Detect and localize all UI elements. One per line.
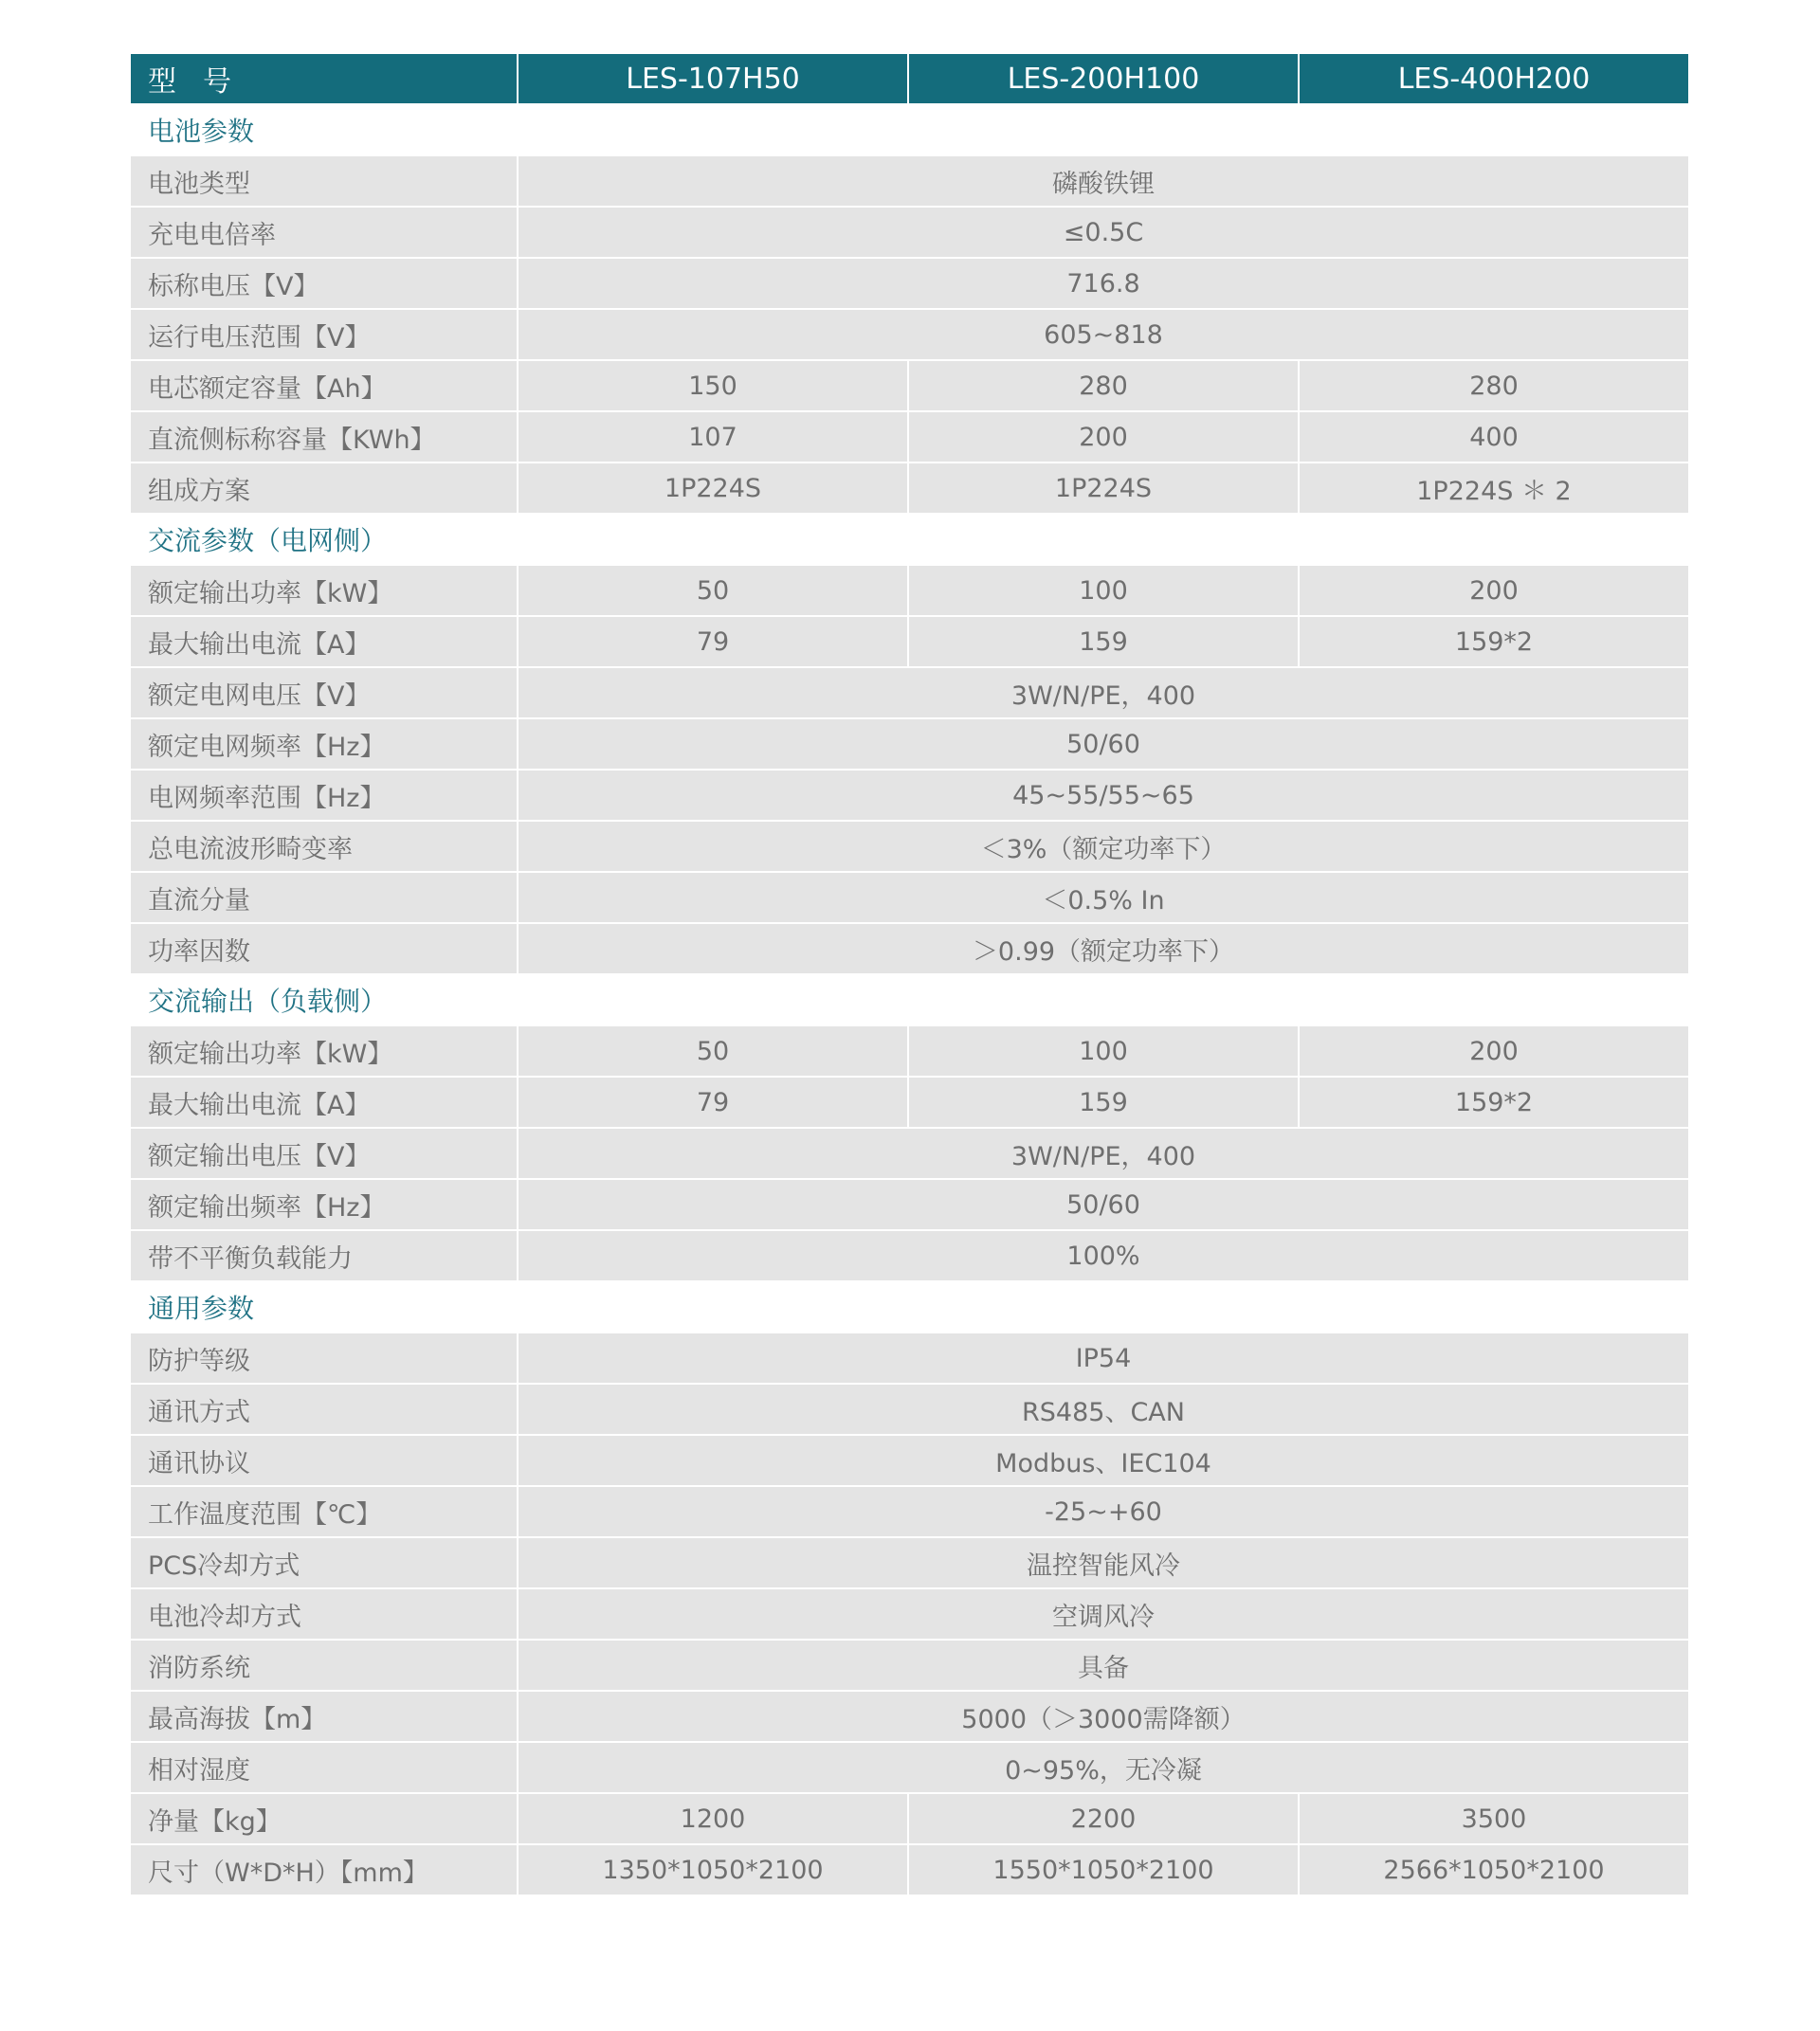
spec-value: 159*2: [1299, 1077, 1689, 1128]
spec-label: 最高海拔【m】: [130, 1691, 518, 1742]
spec-row: [130, 207, 1689, 258]
spec-value: 1350*1050*2100: [518, 1844, 908, 1895]
spec-label: 消防系统: [130, 1640, 518, 1691]
spec-value: 100: [908, 565, 1299, 616]
model-header-label: 型号: [130, 53, 518, 104]
spec-label: 直流侧标称容量【KWh】: [130, 411, 518, 462]
spec-value: 2566*1050*2100: [1299, 1844, 1689, 1895]
spec-row: [130, 462, 1689, 514]
section-row: [130, 974, 1689, 1025]
spec-label: 最大输出电流【A】: [130, 616, 518, 667]
spec-value: 79: [518, 616, 908, 667]
spec-value-merged: 50/60: [518, 718, 1689, 770]
spec-label: 额定输出电压【V】: [130, 1128, 518, 1179]
spec-row: [130, 1844, 1689, 1895]
spec-value-merged: 5000（＞3000需降额）: [518, 1691, 1689, 1742]
section-title: 通用参数: [130, 1281, 1689, 1333]
spec-label: 最大输出电流【A】: [130, 1077, 518, 1128]
spec-row: [130, 1025, 1689, 1077]
spec-label: 充电电倍率: [130, 207, 518, 258]
spec-value: 159: [908, 1077, 1299, 1128]
spec-row: [130, 565, 1689, 616]
spec-value: 200: [1299, 565, 1689, 616]
spec-label: 净量【kg】: [130, 1793, 518, 1844]
spec-row: [130, 1179, 1689, 1230]
spec-label: 相对湿度: [130, 1742, 518, 1793]
spec-table: [129, 52, 1690, 1896]
model-header-1: LES-107H50: [518, 53, 908, 104]
spec-row: [130, 411, 1689, 462]
spec-value: 100: [908, 1025, 1299, 1077]
spec-value: 200: [908, 411, 1299, 462]
spec-row: [130, 872, 1689, 923]
spec-value: 200: [1299, 1025, 1689, 1077]
spec-value-merged: 3W/N/PE，400: [518, 1128, 1689, 1179]
spec-value-merged: 3W/N/PE，400: [518, 667, 1689, 718]
spec-value: 1200: [518, 1793, 908, 1844]
spec-label: 直流分量: [130, 872, 518, 923]
model-header-3: LES-400H200: [1299, 53, 1689, 104]
spec-row: [130, 1384, 1689, 1435]
spec-label: 总电流波形畸变率: [130, 821, 518, 872]
spec-value-merged: ≤0.5C: [518, 207, 1689, 258]
spec-value-merged: ＜3%（额定功率下）: [518, 821, 1689, 872]
spec-value: 159: [908, 616, 1299, 667]
spec-label: PCS冷却方式: [130, 1537, 518, 1588]
spec-label: 尺寸（W*D*H）【mm】: [130, 1844, 518, 1895]
spec-value: 1P224S: [908, 462, 1299, 514]
spec-value: 50: [518, 565, 908, 616]
spec-value-merged: 磷酸铁锂: [518, 155, 1689, 207]
spec-value-merged: 716.8: [518, 258, 1689, 309]
spec-row: [130, 718, 1689, 770]
section-title: 交流输出（负载侧）: [130, 974, 1689, 1025]
spec-row: [130, 155, 1689, 207]
spec-label: 标称电压【V】: [130, 258, 518, 309]
spec-row: [130, 1640, 1689, 1691]
spec-value-merged: 具备: [518, 1640, 1689, 1691]
spec-row: [130, 1435, 1689, 1486]
spec-sheet: [129, 52, 1688, 1896]
spec-label: 电芯额定容量【Ah】: [130, 360, 518, 411]
spec-label: 电池类型: [130, 155, 518, 207]
spec-row: [130, 1333, 1689, 1384]
spec-value-merged: ＜0.5% In: [518, 872, 1689, 923]
spec-row: [130, 360, 1689, 411]
spec-value-merged: 50/60: [518, 1179, 1689, 1230]
spec-label: 电池冷却方式: [130, 1588, 518, 1640]
spec-value: 400: [1299, 411, 1689, 462]
spec-label: 工作温度范围【℃】: [130, 1486, 518, 1537]
section-title: 电池参数: [130, 104, 1689, 155]
spec-label: 功率因数: [130, 923, 518, 974]
spec-value-merged: 100%: [518, 1230, 1689, 1281]
spec-row: [130, 821, 1689, 872]
model-header-row: [130, 53, 1689, 104]
spec-value: 1P224S ＊ 2: [1299, 462, 1689, 514]
spec-value-merged: Modbus、IEC104: [518, 1435, 1689, 1486]
spec-label: 额定输出功率【kW】: [130, 565, 518, 616]
spec-value: 1P224S: [518, 462, 908, 514]
spec-value-merged: 0~95%，无冷凝: [518, 1742, 1689, 1793]
spec-row: [130, 309, 1689, 360]
spec-label: 额定电网频率【Hz】: [130, 718, 518, 770]
spec-row: [130, 1793, 1689, 1844]
spec-row: [130, 1742, 1689, 1793]
spec-value-merged: IP54: [518, 1333, 1689, 1384]
section-title: 交流参数（电网侧）: [130, 514, 1689, 565]
spec-value: 3500: [1299, 1793, 1689, 1844]
spec-row: [130, 1230, 1689, 1281]
spec-row: [130, 616, 1689, 667]
spec-row: [130, 770, 1689, 821]
spec-value: 1550*1050*2100: [908, 1844, 1299, 1895]
spec-value-merged: RS485、CAN: [518, 1384, 1689, 1435]
spec-value: 159*2: [1299, 616, 1689, 667]
spec-row: [130, 1537, 1689, 1588]
spec-value: 150: [518, 360, 908, 411]
spec-label: 通讯协议: [130, 1435, 518, 1486]
spec-label: 带不平衡负载能力: [130, 1230, 518, 1281]
spec-value-merged: 605~818: [518, 309, 1689, 360]
spec-row: [130, 1588, 1689, 1640]
spec-value: 2200: [908, 1793, 1299, 1844]
spec-row: [130, 923, 1689, 974]
spec-label: 通讯方式: [130, 1384, 518, 1435]
spec-value-merged: 空调风冷: [518, 1588, 1689, 1640]
model-header-2: LES-200H100: [908, 53, 1299, 104]
section-row: [130, 104, 1689, 155]
spec-label: 额定输出频率【Hz】: [130, 1179, 518, 1230]
spec-value: 280: [908, 360, 1299, 411]
section-row: [130, 514, 1689, 565]
spec-value: 107: [518, 411, 908, 462]
spec-label: 防护等级: [130, 1333, 518, 1384]
spec-value-merged: 温控智能风冷: [518, 1537, 1689, 1588]
spec-value: 280: [1299, 360, 1689, 411]
spec-label: 运行电压范围【V】: [130, 309, 518, 360]
spec-row: [130, 1486, 1689, 1537]
spec-value-merged: 45~55/55~65: [518, 770, 1689, 821]
spec-label: 额定输出功率【kW】: [130, 1025, 518, 1077]
spec-value: 79: [518, 1077, 908, 1128]
spec-label: 额定电网电压【V】: [130, 667, 518, 718]
spec-label: 组成方案: [130, 462, 518, 514]
section-row: [130, 1281, 1689, 1333]
spec-value-merged: -25~+60: [518, 1486, 1689, 1537]
spec-row: [130, 1128, 1689, 1179]
spec-label: 电网频率范围【Hz】: [130, 770, 518, 821]
spec-value: 50: [518, 1025, 908, 1077]
spec-row: [130, 667, 1689, 718]
spec-row: [130, 1077, 1689, 1128]
spec-row: [130, 258, 1689, 309]
spec-value-merged: ＞0.99（额定功率下）: [518, 923, 1689, 974]
spec-row: [130, 1691, 1689, 1742]
